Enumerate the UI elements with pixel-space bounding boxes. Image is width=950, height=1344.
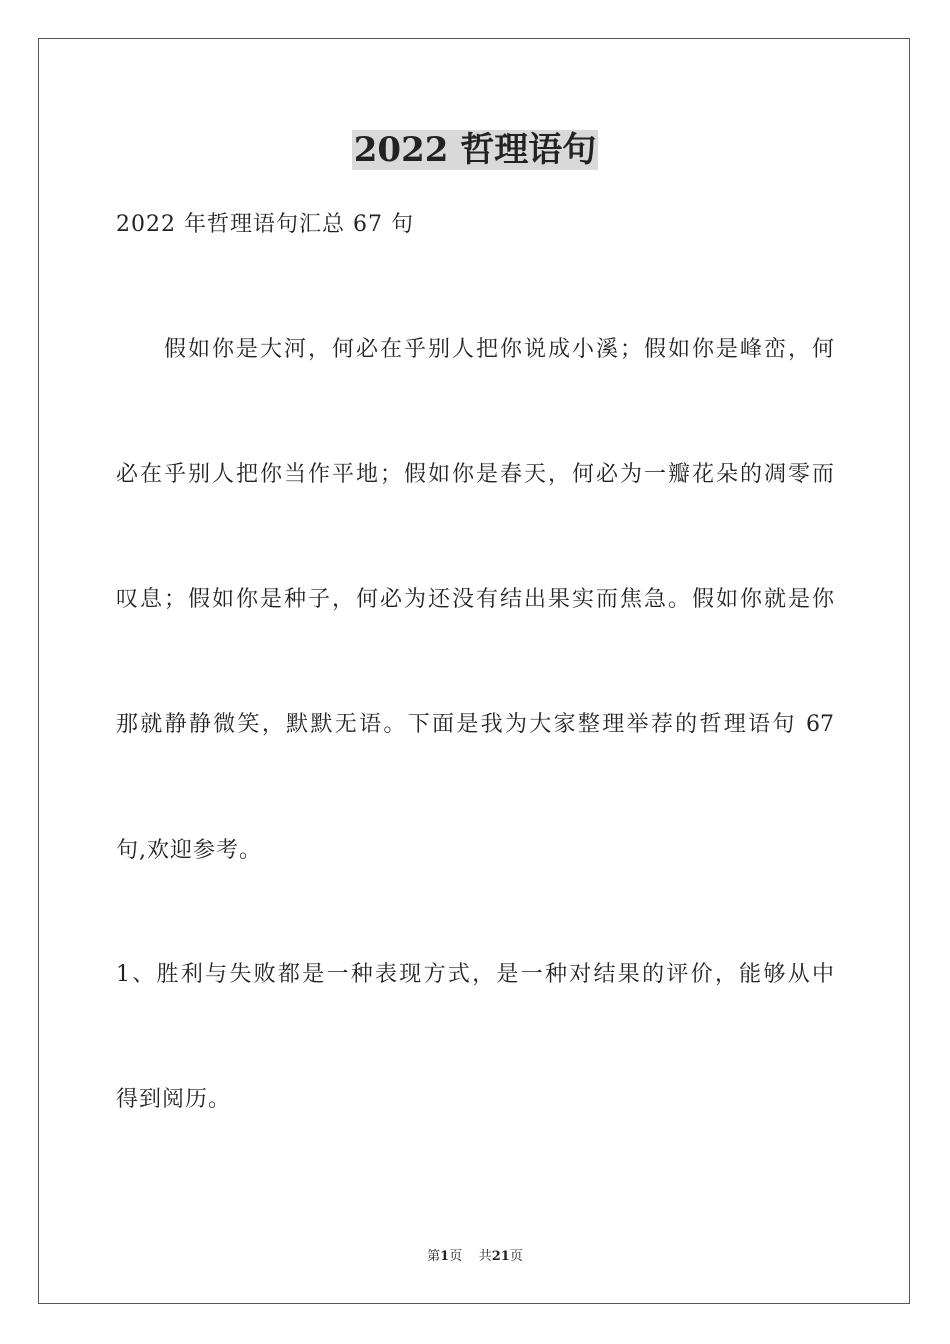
paragraph-line-4: 那就静静微笑，默默无语。下面是我为大家整理举荐的哲理语句 67 [116, 712, 834, 737]
document-subtitle: 2022 年哲理语句汇总 67 句 [116, 212, 414, 237]
list-item-1-line-2: 得到阅历。 [116, 1087, 232, 1112]
document-title [0, 128, 950, 172]
footer-page-number: 1 [440, 1249, 450, 1264]
list-item-1-line-1: 1、胜利与失败都是一种表现方式，是一种对结果的评价，能够从中 [116, 962, 834, 987]
document-title-text: 2022 哲理语句 [353, 130, 597, 170]
paragraph-line-3: 叹息；假如你是种子，何必为还没有结出果实而焦急。假如你就是你 [116, 587, 834, 612]
footer-page-prefix: 第 [427, 1249, 441, 1264]
footer-page-suffix: 页 [449, 1249, 463, 1264]
paragraph-line-2: 必在乎别人把你当作平地；假如你是春天，何必为一瓣花朵的凋零而 [116, 462, 834, 487]
page-footer [0, 1248, 950, 1266]
paragraph-line-1: 假如你是大河，何必在乎别人把你说成小溪；假如你是峰峦，何 [164, 337, 834, 362]
footer-total-suffix: 页 [509, 1249, 523, 1264]
footer-total-pages: 21 [491, 1249, 510, 1264]
footer-total-prefix: 共 [478, 1249, 492, 1264]
paragraph-line-5: 句,欢迎参考。 [116, 838, 262, 863]
